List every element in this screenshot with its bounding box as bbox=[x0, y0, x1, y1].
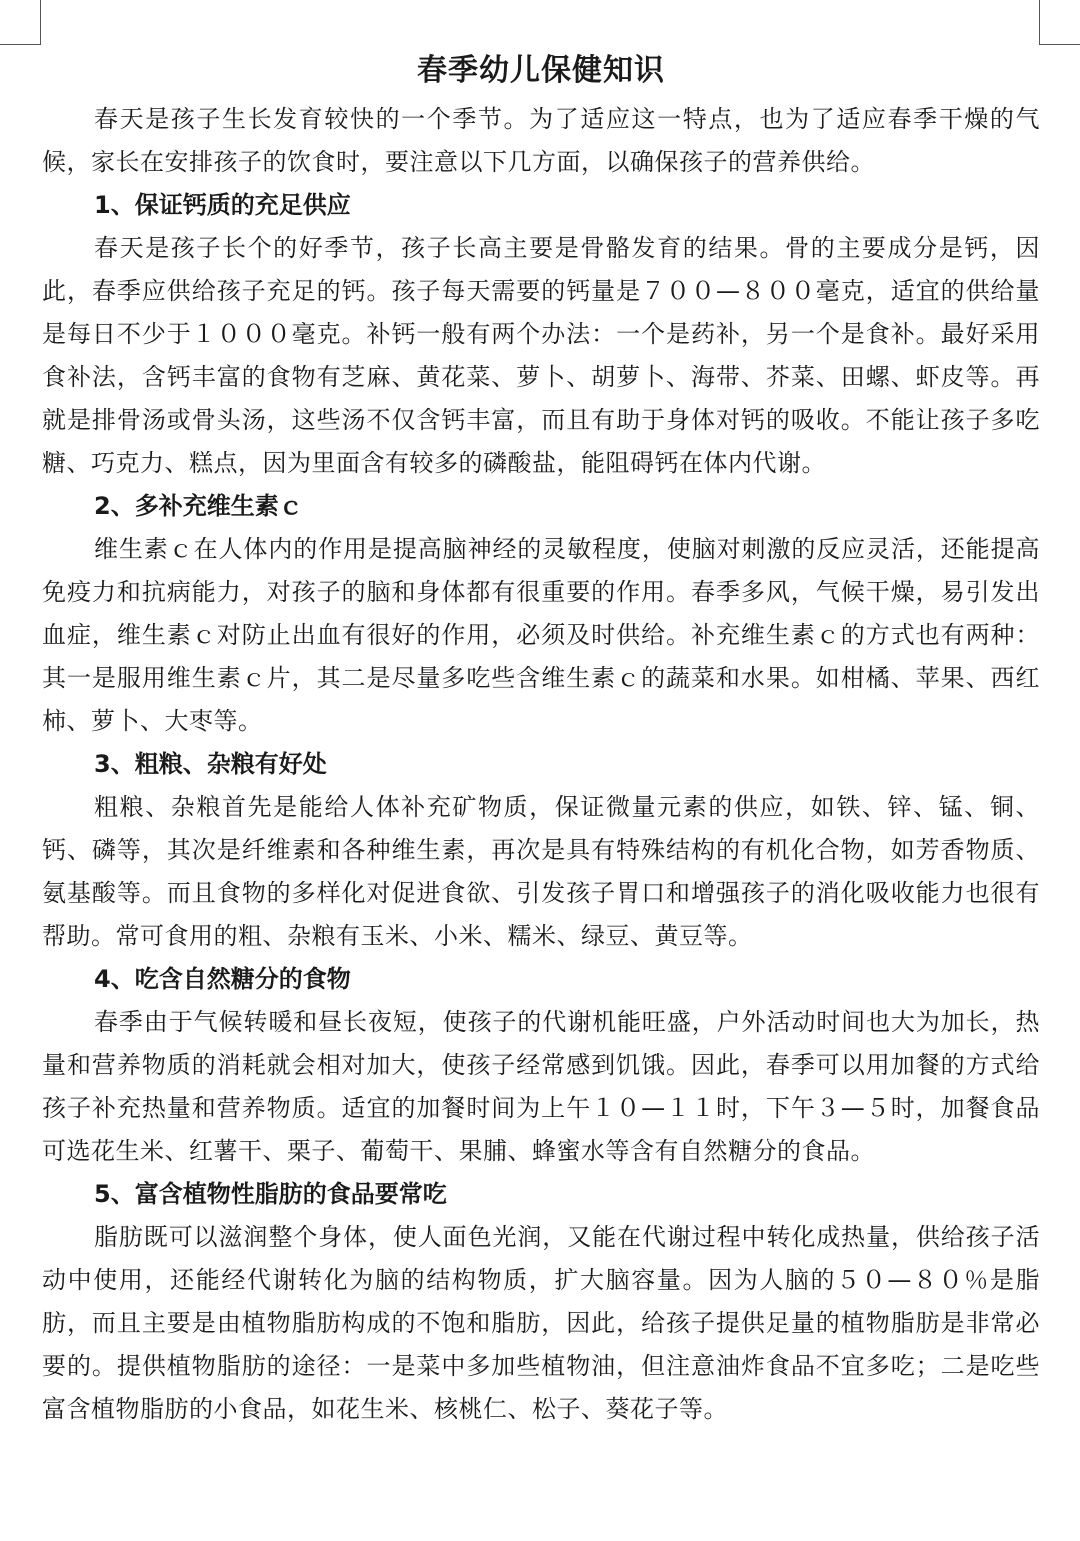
section-body-coarse-grains: 粗粮、杂粮首先是能给人体补充矿物质，保证微量元素的供应，如铁、锌、锰、铜、钙、磷等，其次是纤维素和各种维生素，再次是具有特殊结构的有机化合物，如芳香物质、氨基酸等。而且食物的多样化对促进食欲、引发孩子胃口和增强孩子的消化吸收能力也很有帮助。常可食用的粗、杂粮有玉米、小米、糯米、绿豆、黄豆等。 bbox=[42, 793, 1040, 950]
crop-mark-top-right bbox=[1039, 0, 1080, 45]
document-body bbox=[42, 44, 1040, 1431]
section-heading-natural-sugar: 4、吃含自然糖分的食物 bbox=[94, 965, 351, 993]
section-heading-vitamin-c: 2、多补充维生素ｃ bbox=[94, 492, 303, 520]
crop-mark-top-left bbox=[0, 0, 41, 45]
section-heading-plant-fat: 5、富含植物性脂肪的食品要常吃 bbox=[94, 1180, 447, 1208]
section-body-plant-fat: 脂肪既可以滋润整个身体，使人面色光润，又能在代谢过程中转化成热量，供给孩子活动中使用，还能经代谢转化为脑的结构物质，扩大脑容量。因为人脑的５０—８０％是脂肪，而且主要是由植物脂肪构成的不饱和脂肪，因此，给孩子提供足量的植物脂肪是非常必要的。提供植物脂肪的途径：一是菜中多加些植物油，但注意油炸食品不宜多吃；二是吃些富含植物脂肪的小食品，如花生米、核桃仁、松子、葵花子等。 bbox=[42, 1223, 1040, 1423]
section-body-calcium: 春天是孩子长个的好季节，孩子长高主要是骨骼发育的结果。骨的主要成分是钙，因此，春季应供给孩子充足的钙。孩子每天需要的钙量是７００—８００毫克，适宜的供给量是每日不少于１０００毫克。补钙一般有两个办法：一个是药补，另一个是食补。最好采用食补法，含钙丰富的食物有芝麻、黄花菜、萝卜、胡萝卜、海带、芥菜、田螺、虾皮等。再就是排骨汤或骨头汤，这些汤不仅含钙丰富，而且有助于身体对钙的吸收。不能让孩子多吃糖、巧克力、糕点，因为里面含有较多的磷酸盐，能阻碍钙在体内代谢。 bbox=[42, 234, 1040, 477]
section-heading-calcium: 1、保证钙质的充足供应 bbox=[94, 191, 351, 219]
page-title: 春季幼儿保健知识 bbox=[417, 53, 665, 88]
section-body-natural-sugar: 春季由于气候转暖和昼长夜短，使孩子的代谢机能旺盛，户外活动时间也大为加长，热量和营养物质的消耗就会相对加大，使孩子经常感到饥饿。因此，春季可以用加餐的方式给孩子补充热量和营养物质。适宜的加餐时间为上午１０—１１时，下午３—５时，加餐食品可选花生米、红薯干、栗子、葡萄干、果脯、蜂蜜水等含有自然糖分的食品。 bbox=[42, 1008, 1040, 1165]
intro-paragraph: 春天是孩子生长发育较快的一个季节。为了适应这一特点，也为了适应春季干燥的气候，家长在安排孩子的饮食时，要注意以下几方面，以确保孩子的营养供给。 bbox=[42, 105, 1040, 176]
section-body-vitamin-c: 维生素ｃ在人体内的作用是提高脑神经的灵敏程度，使脑对刺激的反应灵活，还能提高免疫力和抗病能力，对孩子的脑和身体都有很重要的作用。春季多风，气候干燥，易引发出血症，维生素ｃ对防止出血有很好的作用，必须及时供给。补充维生素ｃ的方式也有两种：其一是服用维生素ｃ片，其二是尽量多吃些含维生素ｃ的蔬菜和水果。如柑橘、苹果、西红柿、萝卜、大枣等。 bbox=[42, 535, 1040, 735]
section-heading-coarse-grains: 3、粗粮、杂粮有好处 bbox=[94, 750, 327, 778]
